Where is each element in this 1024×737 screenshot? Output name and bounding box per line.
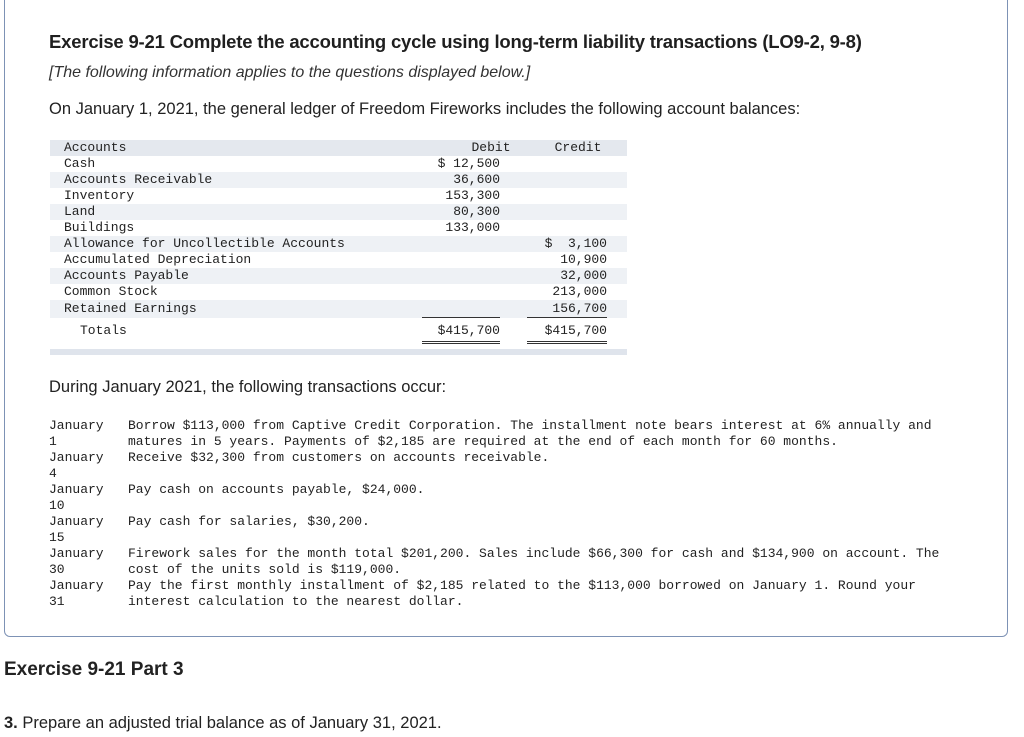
ledger-table [50,140,627,355]
transactions-intro: During January 2021, the following transactions occur: [49,378,447,396]
credit-total-rule-1 [527,341,607,342]
ledger-row [50,220,627,236]
transaction-date: January 4 [49,450,112,481]
totals-label: Totals [80,323,127,338]
ledger-account: Accounts Payable [64,268,189,283]
ledger-totals-row [50,322,627,340]
debit-total-rule-2 [422,343,500,344]
question-text [4,714,442,733]
ledger-account: Allowance for Uncollectible Accounts [64,236,345,251]
ledger-account: Retained Earnings [64,301,197,316]
ledger-credit: 32,000 [560,268,607,283]
header-credit: Credit [554,140,602,155]
ledger-debit: $ 12,500 [437,156,500,171]
ledger-account: Cash [64,156,96,171]
ledger-debit: 36,600 [453,172,500,187]
transaction-row [49,418,979,450]
credit-total-rule-2 [527,343,607,344]
transaction-text: Borrow $113,000 from Captive Credit Corporation. The installment note bears interest at 6% annually and matures in 5 years. Payments of $2,185 are required at the end of each month for 60 months. [128,418,932,449]
ledger-header-row [50,140,627,156]
transaction-text: Pay cash on accounts payable, $24,000. [128,482,425,497]
ledger-row [50,300,627,318]
ledger-account: Inventory [64,188,135,203]
ledger-credit: $ 3,100 [544,236,607,251]
totals-debit: $415,700 [437,323,500,338]
transaction-date: January 15 [49,514,112,545]
ledger-debit: 133,000 [445,220,500,235]
ledger-account: Accounts Receivable [64,172,213,187]
question-number: 3. [4,714,18,732]
ledger-account: Common Stock [64,284,158,299]
ledger-row [50,268,627,284]
transaction-text: Pay cash for salaries, $30,200. [128,514,370,529]
transaction-row [49,450,979,482]
exercise-intro: On January 1, 2021, the general ledger of Freedom Fireworks includes the following account balances: [49,100,801,118]
transaction-row [49,514,979,546]
ledger-row [50,188,627,204]
question-body: Prepare an adjusted trial balance as of January 31, 2021. [22,714,442,732]
transaction-date: January 1 [49,418,112,449]
ledger-row [50,204,627,220]
debit-sum-rule [422,317,500,318]
exercise-note: [The following information applies to the questions displayed below.] [49,64,531,81]
ledger-row [50,236,627,252]
totals-credit: $415,700 [544,323,607,338]
transaction-date: January 10 [49,482,112,513]
ledger-account: Land [64,204,96,219]
ledger-row [50,156,627,172]
ledger-debit: 80,300 [453,204,500,219]
transaction-row [49,546,979,578]
transaction-row [49,482,979,514]
transaction-date: January 31 [49,578,112,609]
table-bottom-bar [50,349,627,355]
header-debit: Debit [471,140,511,155]
exercise-title: Exercise 9-21 Complete the accounting cycle using long-term liability transactions (LO9-2, 9-8) [49,31,862,52]
ledger-row [50,172,627,188]
debit-total-rule-1 [422,341,500,342]
ledger-credit: 10,900 [560,252,607,267]
credit-sum-rule [527,317,607,318]
transaction-text: Firework sales for the month total $201,200. Sales include $66,300 for cash and $134,900 on account. The cost of the units sold is $119,000. [128,546,940,577]
part-heading: Exercise 9-21 Part 3 [4,659,184,680]
transaction-text: Receive $32,300 from customers on accounts receivable. [128,450,550,465]
ledger-debit: 153,300 [445,188,500,203]
ledger-credit: 213,000 [552,284,607,299]
ledger-row [50,284,627,300]
transaction-date: January 30 [49,546,112,577]
header-accounts: Accounts [64,140,127,155]
ledger-row [50,252,627,268]
ledger-account: Accumulated Depreciation [64,252,252,267]
ledger-credit: 156,700 [552,301,607,316]
ledger-account: Buildings [64,220,135,235]
transaction-row [49,578,979,610]
transaction-text: Pay the first monthly installment of $2,185 related to the $113,000 borrowed on January 1. Round your interest calculation to the nearest dollar. [128,578,916,609]
